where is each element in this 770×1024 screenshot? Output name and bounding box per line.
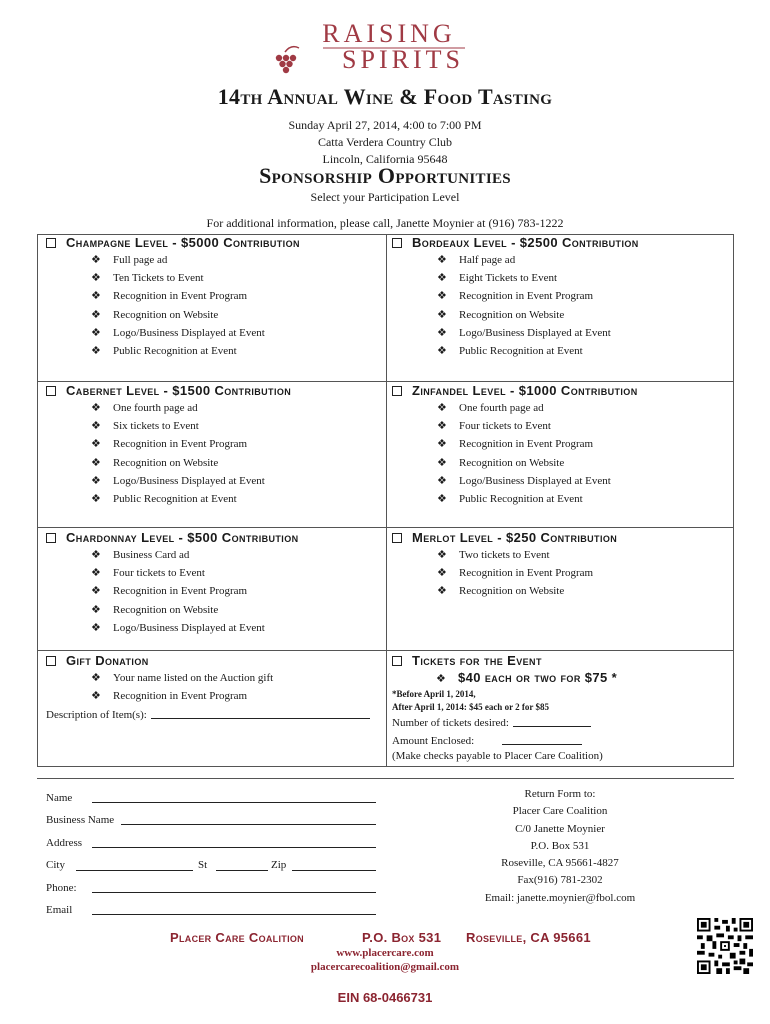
event-title: 14th Annual Wine & Food Tasting	[217, 84, 553, 109]
diamond-bullet-icon: ❖	[91, 672, 101, 684]
diamond-bullet-icon: ❖	[437, 420, 447, 433]
event-city: Lincoln, California 95648	[322, 152, 448, 166]
diamond-bullet-icon: ❖	[437, 456, 447, 469]
list-item: ❖ Logo/Business Displayed at Event	[437, 472, 611, 490]
return-attn: C/0 Janette Moynier	[515, 822, 605, 835]
bordeaux-benefits	[437, 251, 611, 360]
list-item: ❖ Recognition on Website	[437, 582, 593, 600]
diamond-bullet-icon: ❖	[91, 308, 101, 321]
checks-note: (Make checks payable to Placer Care Coalition)	[392, 750, 603, 762]
diamond-bullet-icon: ❖	[437, 567, 447, 580]
list-item: ❖ Public Recognition at Event	[91, 490, 265, 508]
list-item: ❖ Logo/Business Displayed at Event	[91, 619, 265, 637]
list-item: ❖ Half page ad	[437, 251, 611, 269]
qr-code-icon	[697, 918, 753, 974]
diamond-bullet-icon: ❖	[91, 326, 101, 339]
list-item: ❖ Four tickets to Event	[437, 417, 611, 435]
tickets-option[interactable]	[392, 653, 542, 668]
business-name-input-line[interactable]	[121, 824, 376, 825]
list-item: ❖ Recognition in Event Program	[91, 582, 265, 600]
gift-donation-title: Gift Donation	[66, 653, 149, 668]
footer-box: P.O. Box 531	[362, 930, 442, 945]
ein-number: EIN 68-0466731	[337, 990, 433, 1005]
diamond-bullet-icon: ❖	[437, 493, 447, 506]
diamond-bullet-icon: ❖	[437, 345, 447, 358]
gift-donation-checkbox[interactable]	[46, 656, 56, 666]
list-item: ❖ Logo/Business Displayed at Event	[437, 324, 611, 342]
list-item: ❖ Recognition in Event Program	[91, 435, 265, 453]
diamond-bullet-icon: ❖	[91, 585, 101, 598]
list-item: ❖ Public Recognition at Event	[437, 342, 611, 360]
diamond-bullet-icon: ❖	[91, 345, 101, 358]
address-label: Address	[46, 837, 83, 849]
diamond-bullet-icon: ❖	[436, 673, 447, 685]
merlot-checkbox[interactable]	[392, 533, 402, 543]
list-item: ❖ Ten Tickets to Event	[91, 269, 265, 287]
name-label: Name	[46, 792, 73, 804]
gift-description-field[interactable]	[46, 707, 370, 721]
after-date-note: After April 1, 2014: $45 each or 2 for $85	[392, 702, 549, 712]
list-item: ❖ Recognition in Event Program	[437, 435, 611, 453]
ticket-price	[436, 670, 617, 685]
bordeaux-level-title: Bordeaux Level - $2500 Contribution	[412, 235, 639, 250]
return-fax: Fax(916) 781-2302	[517, 874, 603, 887]
phone-input-line[interactable]	[92, 892, 376, 893]
diamond-bullet-icon: ❖	[91, 621, 101, 634]
select-level-text: Select your Participation Level	[310, 190, 460, 204]
diamond-bullet-icon: ❖	[91, 290, 101, 303]
ticket-price-text: $40 each or two for $75 *	[458, 670, 618, 685]
logo-line2: SPIRITS	[342, 45, 464, 74]
grid-divider-row-1	[37, 381, 734, 382]
chardonnay-level-title: Chardonnay Level - $500 Contribution	[66, 530, 299, 545]
zinfandel-checkbox[interactable]	[392, 386, 402, 396]
diamond-bullet-icon: ❖	[437, 272, 447, 285]
diamond-bullet-icon: ❖	[91, 254, 101, 266]
diamond-bullet-icon: ❖	[91, 690, 101, 703]
diamond-bullet-icon: ❖	[437, 585, 447, 598]
return-address	[470, 786, 650, 907]
list-item: ❖ Four tickets to Event	[91, 564, 265, 582]
zip-label: Zip	[271, 859, 287, 871]
list-item: ❖ Six tickets to Event	[91, 417, 265, 435]
cabernet-level-title: Cabernet Level - $1500 Contribution	[66, 383, 292, 398]
list-item: ❖ Recognition on Website	[437, 454, 611, 472]
list-item: ❖ Your name listed on the Auction gift	[91, 669, 273, 687]
gift-benefits	[91, 669, 273, 705]
list-item: ❖ Recognition on Website	[91, 306, 265, 324]
ticket-number-line[interactable]	[513, 715, 591, 727]
form-divider	[37, 778, 734, 779]
list-item: ❖ Recognition in Event Program	[91, 687, 273, 705]
diamond-bullet-icon: ❖	[91, 567, 101, 580]
business-name-label: Business Name	[46, 814, 115, 826]
tickets-title: Tickets for the Event	[412, 653, 542, 668]
chardonnay-checkbox[interactable]	[46, 533, 56, 543]
cabernet-checkbox[interactable]	[46, 386, 56, 396]
return-box: P.O. Box 531	[530, 839, 590, 852]
diamond-bullet-icon: ❖	[91, 272, 101, 285]
diamond-bullet-icon: ❖	[437, 402, 447, 414]
merlot-level-title: Merlot Level - $250 Contribution	[412, 530, 618, 545]
logo-graphic	[265, 18, 505, 76]
ticket-number-field[interactable]	[392, 715, 591, 729]
ticket-number-label: Number of tickets desired:	[392, 717, 509, 729]
name-input-line[interactable]	[92, 802, 376, 803]
phone-label: Phone:	[46, 882, 77, 894]
list-item: ❖ One fourth page ad	[91, 399, 265, 417]
diamond-bullet-icon: ❖	[91, 549, 101, 561]
list-item: ❖ Logo/Business Displayed at Event	[91, 472, 265, 490]
zip-input-line[interactable]	[292, 870, 376, 871]
amount-enclosed-line[interactable]	[502, 733, 582, 745]
list-item: ❖ Eight Tickets to Event	[437, 269, 611, 287]
return-city: Roseville, CA 95661-4827	[501, 857, 619, 870]
cabernet-benefits	[91, 399, 265, 508]
ticket-pricing-notes	[392, 688, 549, 714]
event-venue: Catta Verdera Country Club	[317, 135, 453, 149]
list-item: ❖ Two tickets to Event	[437, 546, 593, 564]
diamond-bullet-icon: ❖	[437, 308, 447, 321]
amount-enclosed-label: Amount Enclosed:	[392, 735, 475, 747]
bordeaux-checkbox[interactable]	[392, 238, 402, 248]
state-label: St	[198, 859, 208, 871]
diamond-bullet-icon: ❖	[91, 493, 101, 506]
diamond-bullet-icon: ❖	[437, 438, 447, 451]
grid-divider-row-3	[37, 650, 734, 651]
diamond-bullet-icon: ❖	[91, 474, 101, 487]
gift-description-line[interactable]	[151, 707, 370, 719]
diamond-bullet-icon: ❖	[91, 420, 101, 433]
diamond-bullet-icon: ❖	[437, 326, 447, 339]
footer-email[interactable]: placercarecoalition@gmail.com	[310, 961, 460, 973]
diamond-bullet-icon: ❖	[437, 290, 447, 303]
email-label: Email	[46, 904, 73, 916]
sponsorship-title: Sponsorship Opportunities	[259, 163, 511, 188]
city-input-line[interactable]	[76, 870, 193, 871]
list-item: ❖ Recognition in Event Program	[437, 287, 611, 305]
state-input-line[interactable]	[216, 870, 268, 871]
zinfandel-benefits	[437, 399, 611, 508]
list-item: ❖ Recognition on Website	[437, 306, 611, 324]
zinfandel-level-title: Zinfandel Level - $1000 Contribution	[412, 383, 638, 398]
merlot-benefits	[437, 546, 593, 601]
footer-website[interactable]: www.placercare.com	[336, 947, 434, 959]
chardonnay-benefits	[91, 546, 265, 637]
return-org: Placer Care Coalition	[512, 805, 608, 818]
diamond-bullet-icon: ❖	[437, 254, 447, 266]
diamond-bullet-icon: ❖	[91, 438, 101, 451]
bordeaux-level-option[interactable]	[392, 235, 639, 250]
list-item: ❖ Recognition on Website	[91, 601, 265, 619]
list-item: ❖ Recognition in Event Program	[437, 564, 593, 582]
tickets-checkbox[interactable]	[392, 656, 402, 666]
raising-spirits-logo	[0, 18, 770, 76]
list-item: ❖ Logo/Business Displayed at Event	[91, 324, 265, 342]
city-label: City	[46, 859, 65, 871]
champagne-checkbox[interactable]	[46, 238, 56, 248]
diamond-bullet-icon: ❖	[91, 456, 101, 469]
diamond-bullet-icon: ❖	[91, 402, 101, 414]
logo-line1: RAISING	[322, 19, 456, 48]
list-item: ❖ One fourth page ad	[437, 399, 611, 417]
amount-enclosed-field[interactable]	[392, 733, 582, 747]
gift-donation-option[interactable]	[46, 653, 149, 668]
contact-info: For additional information, please call, Janette Moynier at (916) 783-1222	[206, 216, 564, 230]
list-item: ❖ Recognition on Website	[91, 454, 265, 472]
champagne-benefits	[91, 251, 265, 360]
footer-city: Roseville, CA 95661	[466, 930, 591, 945]
email-input-line[interactable]	[92, 914, 376, 915]
list-item: ❖ Public Recognition at Event	[91, 342, 265, 360]
diamond-bullet-icon: ❖	[437, 474, 447, 487]
list-item: ❖ Public Recognition at Event	[437, 490, 611, 508]
champagne-level-option[interactable]	[46, 235, 300, 250]
return-email: Email: janette.moynier@fbol.com	[484, 891, 636, 904]
diamond-bullet-icon: ❖	[91, 603, 101, 616]
merlot-level-option[interactable]	[392, 530, 617, 545]
gift-description-label: Description of Item(s):	[46, 709, 147, 721]
event-date-time: Sunday April 27, 2014, 4:00 to 7:00 PM	[288, 118, 482, 132]
list-item: ❖ Full page ad	[91, 251, 265, 269]
grid-divider-vertical	[386, 234, 387, 767]
diamond-bullet-icon: ❖	[437, 549, 447, 561]
chardonnay-level-option[interactable]	[46, 530, 299, 545]
before-date-note: *Before April 1, 2014,	[392, 689, 476, 699]
zinfandel-level-option[interactable]	[392, 383, 638, 398]
footer-org: Placer Care Coalition	[170, 930, 304, 945]
event-details	[0, 117, 770, 168]
list-item: ❖ Recognition in Event Program	[91, 287, 265, 305]
list-item: ❖ Business Card ad	[91, 546, 265, 564]
grid-divider-row-2	[37, 527, 734, 528]
return-label: Return Form to:	[524, 788, 596, 800]
address-input-line[interactable]	[92, 847, 376, 848]
cabernet-level-option[interactable]	[46, 383, 291, 398]
champagne-level-title: Champagne Level - $5000 Contribution	[66, 235, 300, 250]
